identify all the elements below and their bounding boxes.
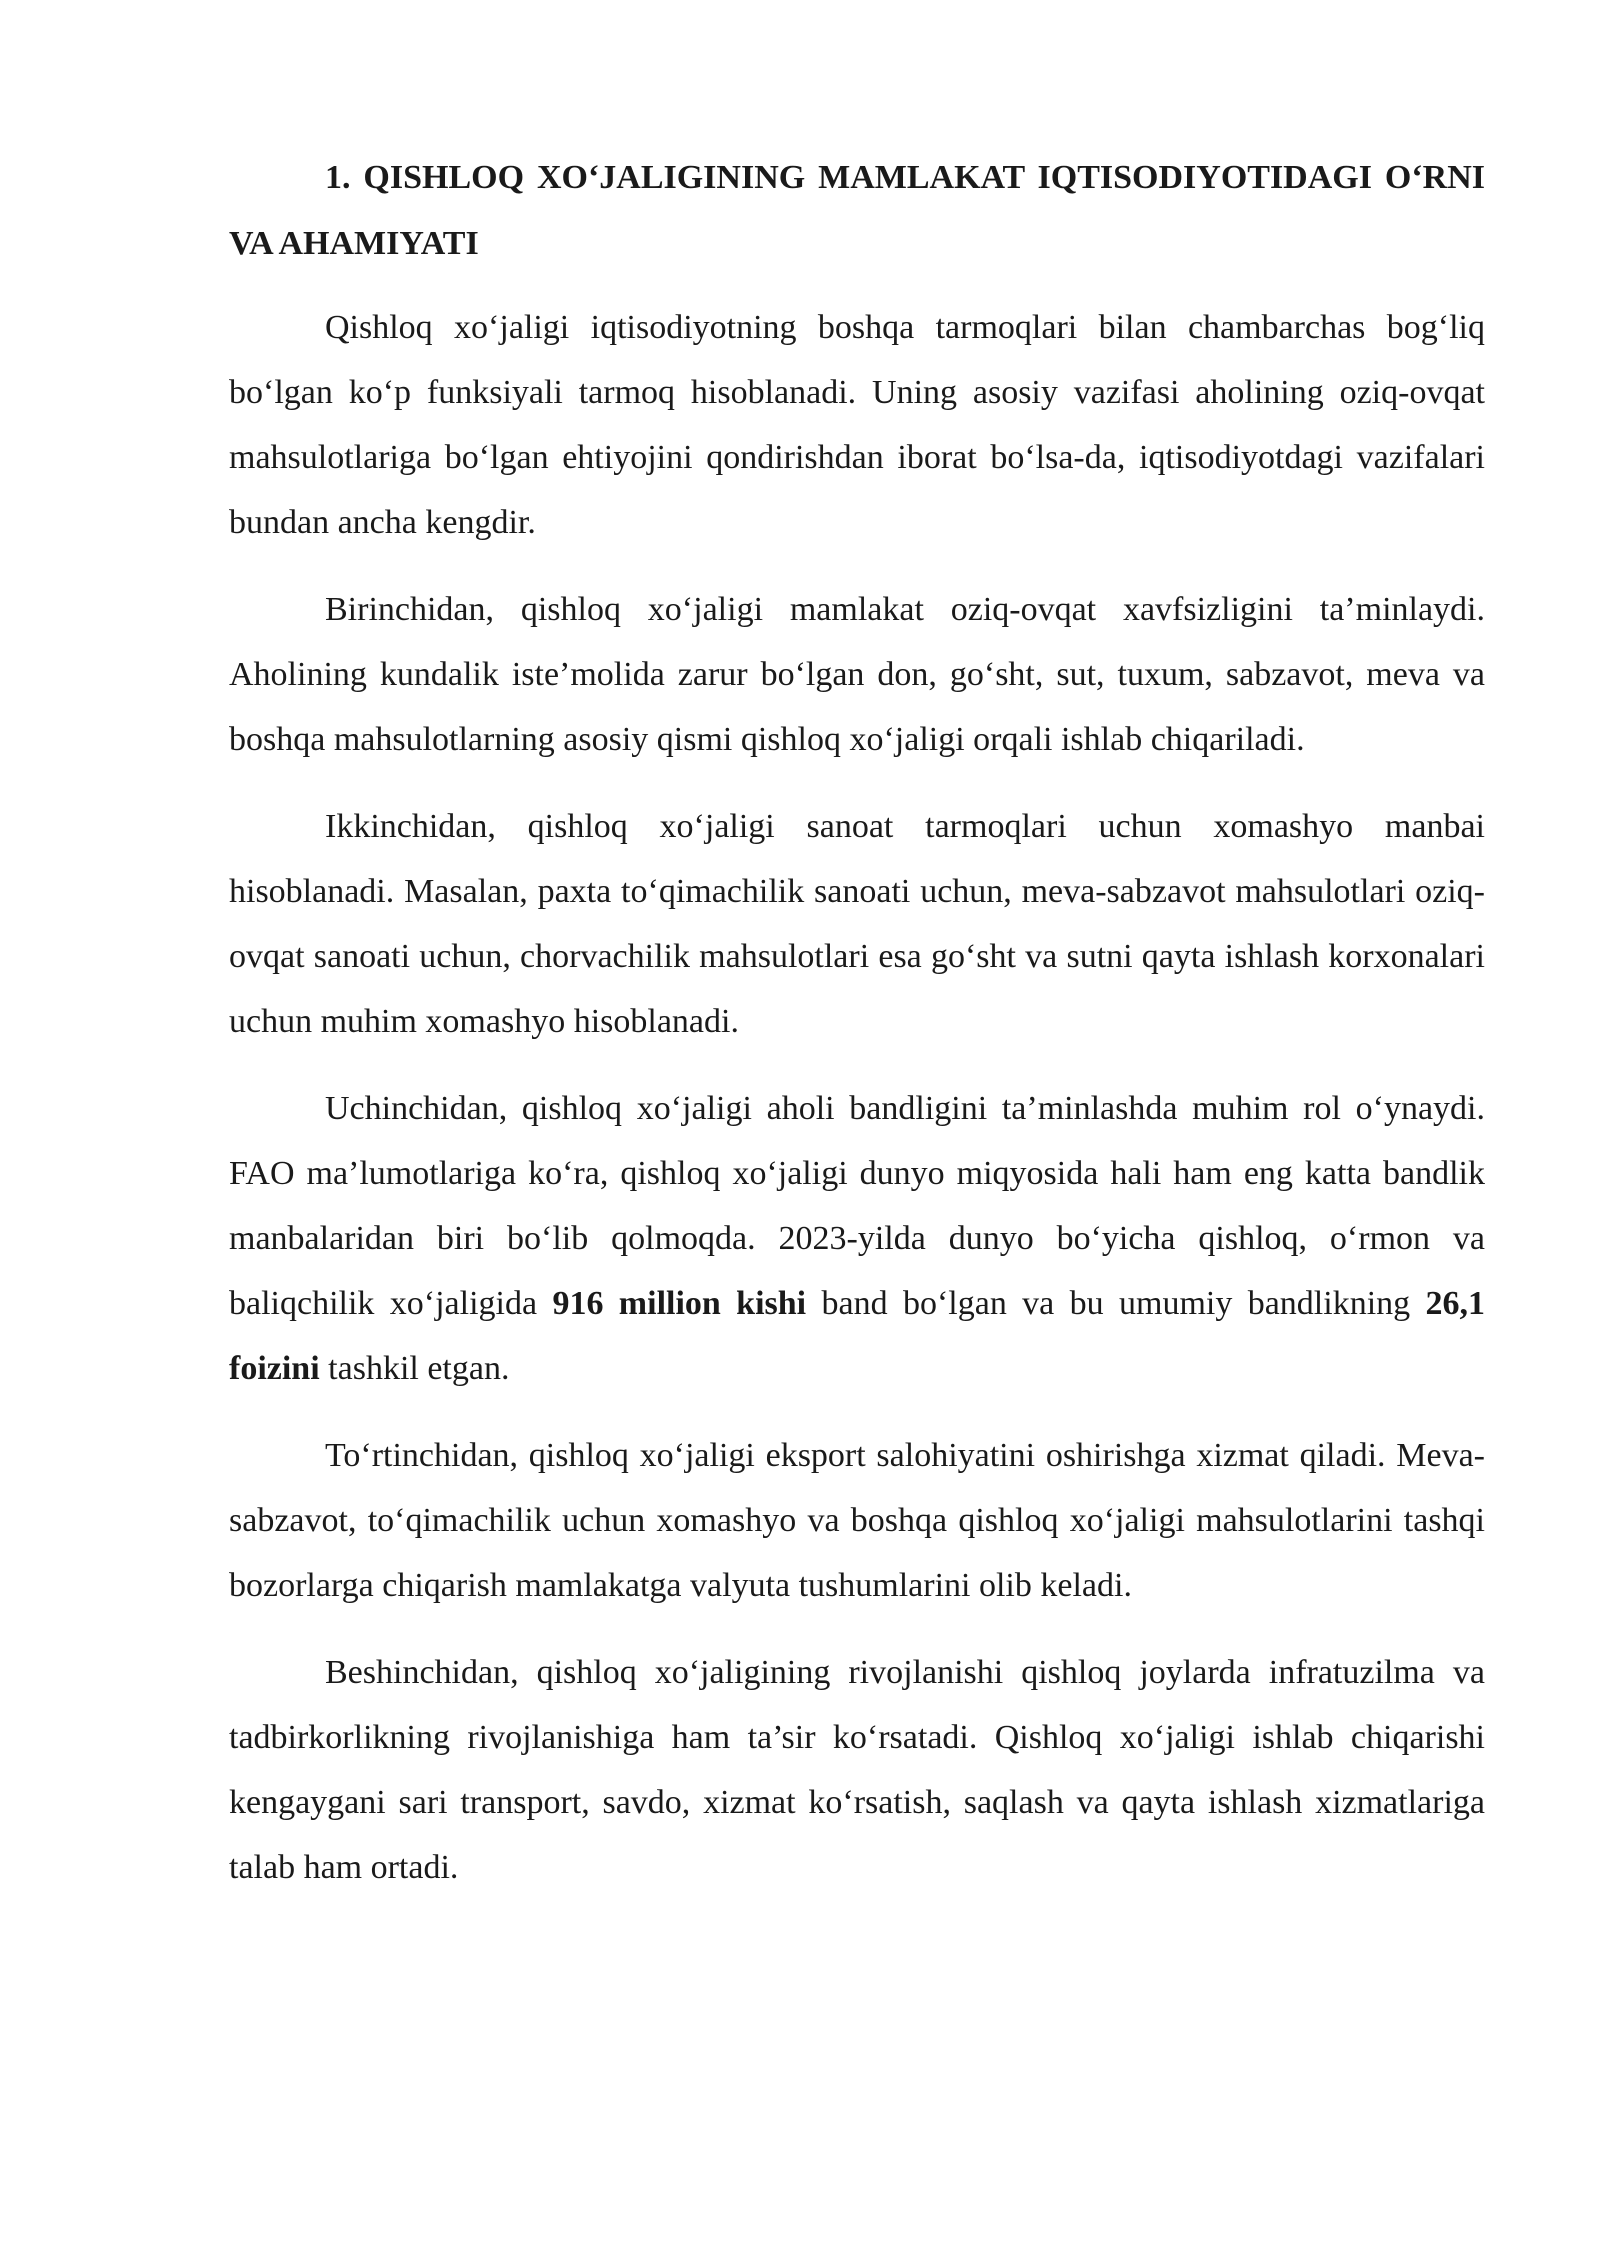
paragraph-third-part-1: Uchinchidan, qishloq xo‘jaligi aholi bandligini ta’minlashda muhim rol o‘ynaydi. FAO ma’lumotlariga ko‘ra, qishloq xo‘jaligi dunyo miqyosida hali ham eng katta bandlik manbalaridan biri bo‘lib qolmoqda. 2023-yilda dunyo bo‘yicha qishloq, o‘rmon va baliqchilik xo‘jaligida (229, 1090, 1485, 1322)
paragraph-intro: Qishloq xo‘jaligi iqtisodiyotning boshqa tarmoqlari bilan chambarchas bog‘liq bo‘lgan ko‘p funksiyali tarmoq hisoblanadi. Uning asosiy vazifasi aholining oziq-ovqat mahsulotlariga bo‘lgan ehtiyojini qondirishdan iborat bo‘lsa-da, iqtisodiyotdagi vazifalari bundan ancha kengdir. (229, 309, 1485, 541)
paragraph-fifth: Beshinchidan, qishloq xo‘jaligining rivojlanishi qishloq joylarda infratuzilma va tadbirkorlikning rivojlanishiga ham ta’sir ko‘rsatadi. Qishloq xo‘jaligi ishlab chiqarishi kengaygani sari transport, savdo, xizmat ko‘rsatish, saqlash va qayta ishlash xizmatlariga talab ham ortadi. (229, 1654, 1485, 1886)
paragraph-third-part-3: tashkil etgan. (319, 1350, 510, 1387)
paragraph-first: Birinchidan, qishloq xo‘jaligi mamlakat oziq-ovqat xavfsizligini ta’minlaydi. Aholining kundalik iste’molida zarur bo‘lgan don, go‘sht, sut, tuxum, sabzavot, meva va boshqa mahsulotlarning asosiy qismi qishloq xo‘jaligi orqali ishlab chiqariladi. (229, 591, 1485, 758)
paragraph-fourth: To‘rtinchidan, qishloq xo‘jaligi eksport salohiyatini oshirishga xizmat qiladi. Meva-sabzavot, to‘qimachilik uchun xomashyo va boshqa qishloq xo‘jaligi mahsulotlarini tashqi bozorlarga chiqarish mamlakatga valyuta tushumlarini olib keladi. (229, 1437, 1485, 1604)
document-page (229, 145, 1485, 1922)
paragraph-third (229, 1076, 1485, 1401)
employment-share: 26,1 foizini (229, 1285, 1486, 1387)
employment-count: 916 million kishi (552, 1285, 807, 1322)
paragraph-second: Ikkinchidan, qishloq xo‘jaligi sanoat tarmoqlari uchun xomashyo manbai hisoblanadi. Masalan, paxta to‘qimachilik sanoati uchun, meva-sabzavot mahsulotlari oziq-ovqat sanoati uchun, chorvachilik mahsulotlari esa go‘sht va sutni qayta ishlash korxonalari uchun muhim xomashyo hisoblanadi. (229, 808, 1485, 1040)
paragraph-third-part-2: band bo‘lgan va bu umumiy bandlikning (806, 1285, 1426, 1322)
section-heading: 1. QISHLOQ XO‘JALIGINING MAMLAKAT IQTISODIYOTIDAGI O‘RNI VA AHAMIYATI (229, 159, 1485, 262)
